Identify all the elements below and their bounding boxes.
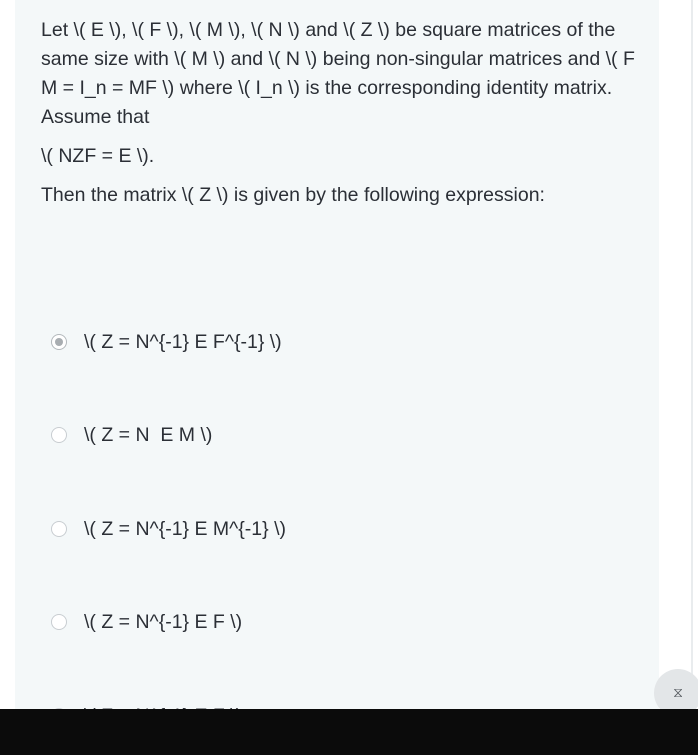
answer-option-1[interactable] — [51, 327, 282, 357]
answer-option-label: \( Z = N^{-1} E M^{-1} \) — [84, 518, 286, 540]
question-paragraph: Then the matrix \( Z \) is given by the following expression: — [41, 184, 545, 206]
question-text — [41, 16, 641, 220]
bottom-bar — [0, 709, 698, 755]
radio-button[interactable] — [51, 427, 67, 443]
answer-option-label: \( Z = N^{-1} E F \) — [84, 611, 243, 633]
radio-button[interactable] — [51, 334, 67, 350]
question-paragraph: \( NZF = E \). — [41, 145, 155, 167]
answer-option-2[interactable] — [51, 420, 212, 450]
answer-option-label: \( Z = N^{-1} E F^{-1} \) — [84, 331, 282, 353]
question-paragraph: Let \( E \), \( F \), \( M \), \( N \) and \( Z \) be square matrices of the same size with \( M \) and \( N \) being non-singular matrices and \( F M = I_n = MF \) where \( I_n \) is the corresponding identity matrix. Assume that — [41, 19, 635, 128]
answer-option-3[interactable] — [51, 514, 286, 544]
scroll-icon: ⧖ — [673, 685, 683, 701]
answer-option-label: \( Z = N E M \) — [84, 424, 213, 446]
answer-option-4[interactable] — [51, 607, 242, 637]
radio-button[interactable] — [51, 614, 67, 630]
radio-button[interactable] — [51, 521, 67, 537]
question-card — [15, 0, 659, 755]
right-divider — [691, 0, 693, 709]
